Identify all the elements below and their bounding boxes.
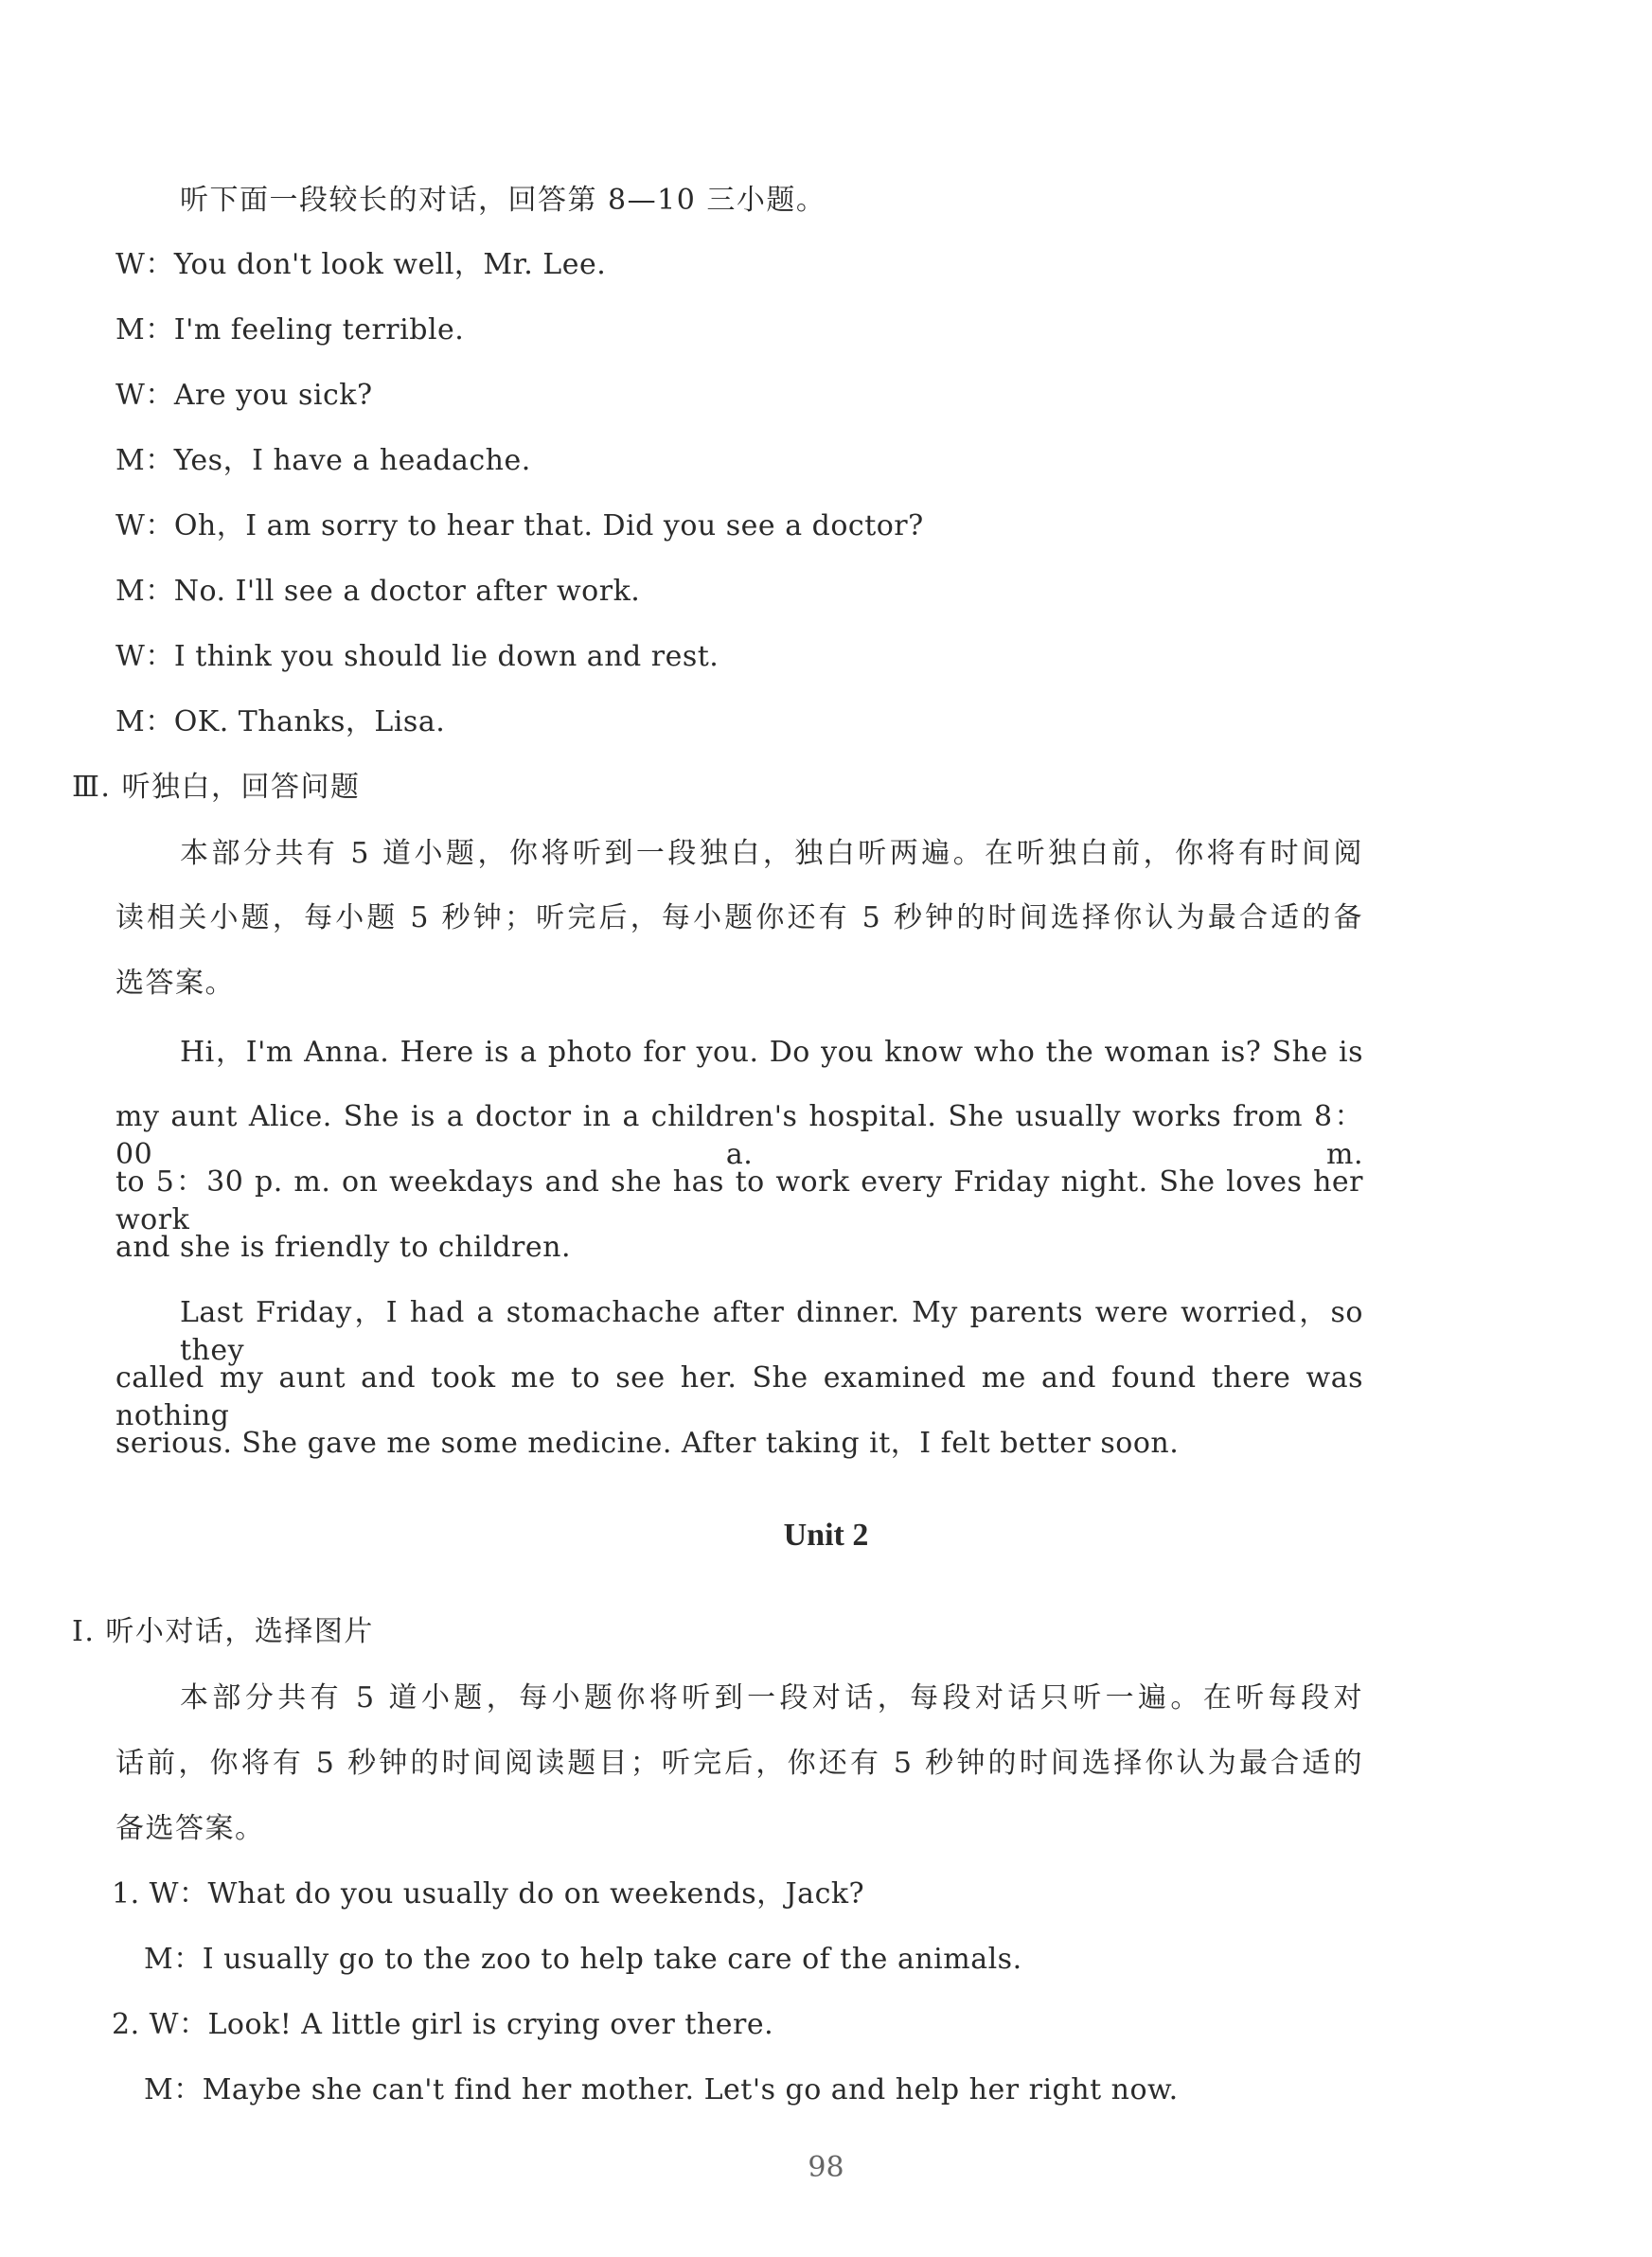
section-1-instructions: 备选答案。 <box>115 1812 265 1845</box>
dialogue-line: M：No. I'll see a doctor after work. <box>115 575 641 608</box>
section-3-instructions: 读相关小题，每小题 5 秒钟；听完后，每小题你还有 5 秒钟的时间选择你认为最合适的备 <box>115 901 1363 934</box>
monologue-line: Hi，I'm Anna. Here is a photo for you. Do you know who the woman is? She is <box>180 1036 1363 1069</box>
monologue-line: Last Friday，I had a stomachache after dinner. My parents were worried，so they <box>180 1296 1363 1367</box>
page-number: 98 <box>808 2151 844 2184</box>
dialogue-line: M：I'm feeling terrible. <box>115 313 465 347</box>
dialogue-line: W：I think you should lie down and rest. <box>115 640 719 673</box>
dialogue-line: M：OK. Thanks，Lisa. <box>115 705 446 738</box>
monologue-line: to 5：30 p. m. on weekdays and she has to work every Friday night. She loves her work <box>115 1165 1363 1236</box>
section-1-title: Ⅰ. 听小对话，选择图片 <box>72 1615 374 1648</box>
dialogue-line: M：Yes，I have a headache. <box>115 444 531 477</box>
section-3-instructions: 本部分共有 5 道小题，你将听到一段独白，独白听两遍。在听独白前，你将有时间阅 <box>180 837 1363 870</box>
dialogue-line: W：You don't look well，Mr. Lee. <box>115 248 607 281</box>
section-3-title: Ⅲ. 听独白，回答问题 <box>72 771 361 804</box>
question-item: 2. W：Look! A little girl is crying over there. <box>112 2008 774 2041</box>
section-1-instructions: 话前，你将有 5 秒钟的时间阅读题目；听完后，你还有 5 秒钟的时间选择你认为最合适的 <box>115 1747 1363 1780</box>
question-item: M：I usually go to the zoo to help take care of the animals. <box>144 1943 1022 1976</box>
unit-heading: Unit 2 <box>783 1518 869 1553</box>
monologue-line: and she is friendly to children. <box>115 1231 571 1264</box>
monologue-line: called my aunt and took me to see her. She examined me and found there was nothing <box>115 1361 1363 1432</box>
monologue-line: my aunt Alice. She is a doctor in a children's hospital. She usually works from 8：00 a. m. <box>115 1100 1363 1171</box>
section-1-instructions: 本部分共有 5 道小题，每小题你将听到一段对话，每段对话只听一遍。在听每段对 <box>180 1681 1363 1715</box>
dialogue-line: W：Oh，I am sorry to hear that. Did you see a doctor? <box>115 509 924 542</box>
question-item: M：Maybe she can't find her mother. Let's go and help her right now. <box>144 2073 1179 2106</box>
dialogue-intro: 听下面一段较长的对话，回答第 8—10 三小题。 <box>180 184 826 217</box>
monologue-line: serious. She gave me some medicine. After taking it，I felt better soon. <box>115 1427 1180 1460</box>
question-item: 1. W：What do you usually do on weekends，Jack? <box>112 1877 865 1910</box>
section-3-instructions: 选答案。 <box>115 967 235 1000</box>
dialogue-line: W：Are you sick? <box>115 379 373 412</box>
